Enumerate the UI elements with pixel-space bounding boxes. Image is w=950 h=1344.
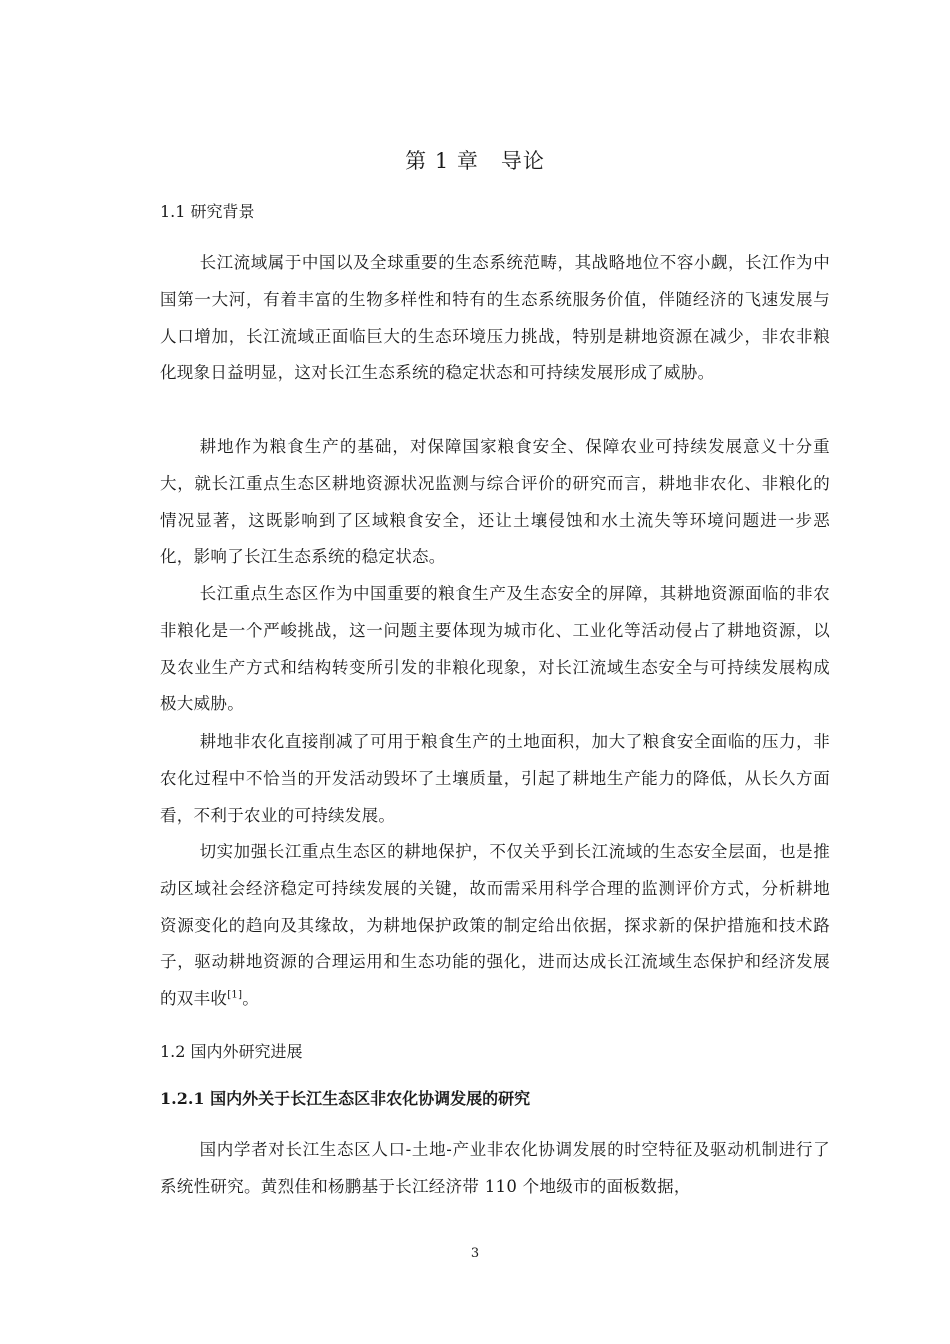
section-heading-1-2: 1.2 国内外研究进展 — [160, 1042, 303, 1061]
paragraph-research-1: 国内学者对长江生态区人口-土地-产业非农化协调发展的时空特征及驱动机制进行了系统性研究。黄烈佳和杨鹏基于长江经济带 110 个地级市的面板数据， — [160, 1140, 830, 1196]
paragraph-end-punct: 。 — [242, 989, 260, 1009]
paragraph-background-4: 耕地非农化直接削减了可用于粮食生产的土地面积，加大了粮食安全面临的压力，非农化过程中不恰当的开发活动毁坏了土壤质量，引起了耕地生产能力的降低，从长久方面看，不利于农业的可持续发展。 — [160, 732, 830, 825]
paragraph-background-2: 耕地作为粮食生产的基础，对保障国家粮食安全、保障农业可持续发展意义十分重大，就长江重点生态区耕地资源状况监测与综合评价的研究而言，耕地非农化、非粮化的情况显著，这既影响到了区域粮食安全，还让土壤侵蚀和水土流失等环境问题进一步恶化，影响了长江生态系统的稳定状态。 — [160, 437, 830, 567]
chapter-title: 第 1 章 导论 — [405, 149, 545, 173]
paragraph-background-5-text: 切实加强长江重点生态区的耕地保护，不仅关乎到长江流域的生态安全层面，也是推动区域社会经济稳定可持续发展的关键，故而需采用科学合理的监测评价方式，分析耕地资源变化的趋向及其缘故，为耕地保护政策的制定给出依据，探求新的保护措施和技术路子，驱动耕地资源的合理运用和生态功能的强化，进而达成长江流域生态保护和经济发展的双丰收 — [160, 842, 830, 1009]
paragraph-background-5 — [160, 834, 830, 1018]
page-number: 3 — [470, 1246, 480, 1261]
subsection-heading-1-2-1: 1.2.1 国内外关于长江生态区非农化协调发展的研究 — [160, 1089, 531, 1108]
section-heading-1-1: 1.1 研究背景 — [160, 202, 255, 221]
paragraph-background-1: 长江流域属于中国以及全球重要的生态系统范畴，其战略地位不容小觑，长江作为中国第一大河，有着丰富的生物多样性和特有的生态系统服务价值，伴随经济的飞速发展与人口增加，长江流域正面临巨大的生态环境压力挑战，特别是耕地资源在减少，非农非粮化现象日益明显，这对长江生态系统的稳定状态和可持续发展形成了威胁。 — [160, 253, 830, 383]
citation-ref: [1] — [227, 989, 243, 1001]
paragraph-background-3: 长江重点生态区作为中国重要的粮食生产及生态安全的屏障，其耕地资源面临的非农非粮化是一个严峻挑战，这一问题主要体现为城市化、工业化等活动侵占了耕地资源，以及农业生产方式和结构转变所引发的非粮化现象，对长江流域生态安全与可持续发展构成极大威胁。 — [160, 584, 830, 714]
